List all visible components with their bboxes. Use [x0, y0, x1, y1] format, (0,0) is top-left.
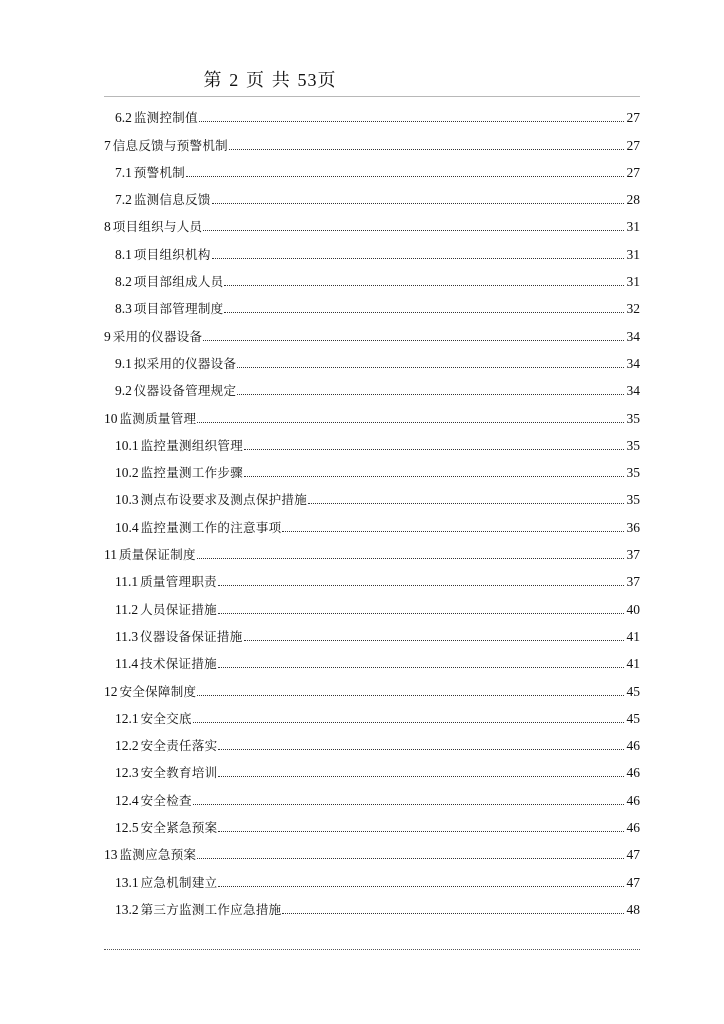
toc-entry-number: 11.1 — [115, 574, 139, 590]
toc-dot-leader — [237, 367, 624, 368]
header-total-pages: 53 — [297, 70, 318, 90]
toc-entry[interactable] — [104, 180, 640, 207]
toc-entry[interactable] — [104, 507, 640, 534]
toc-entry-number: 9 — [104, 328, 111, 344]
toc-dot-leader — [197, 858, 624, 859]
toc-entry-text: 安全责任落实 — [140, 738, 218, 754]
toc-dot-leader — [218, 886, 624, 887]
toc-entry-title — [115, 629, 243, 644]
header-prefix: 第 — [203, 70, 223, 91]
toc-entry-number: 11.2 — [115, 601, 139, 617]
toc-dot-leader — [282, 913, 624, 914]
toc-dot-leader — [197, 558, 624, 559]
toc-entry-text: 人员保证措施 — [140, 601, 217, 617]
toc-entry-page-number: 27 — [626, 137, 640, 153]
toc-entry-text: 第三方监测工作应急措施 — [140, 901, 282, 917]
toc-entry-title — [104, 547, 196, 562]
toc-entry-page-number: 35 — [626, 465, 640, 481]
toc-entry-text: 安全紧急预案 — [140, 820, 218, 836]
toc-entry-text: 仪器设备保证措施 — [140, 628, 243, 644]
toc-entry-title — [115, 356, 236, 371]
toc-entry-title — [104, 684, 196, 699]
toc-dot-leader — [244, 476, 624, 477]
toc-entry-page-number: 35 — [626, 410, 640, 426]
toc-entry[interactable] — [104, 589, 640, 616]
toc-entry[interactable] — [104, 862, 640, 889]
toc-dot-leader — [218, 585, 624, 586]
toc-entry-number: 10 — [104, 410, 118, 426]
toc-entry-page-number: 27 — [626, 164, 640, 180]
toc-dot-leader — [237, 394, 624, 395]
toc-entry-title — [115, 574, 217, 589]
toc-entry[interactable] — [104, 753, 640, 780]
toc-entry[interactable] — [104, 808, 640, 835]
toc-entry-page-number: 37 — [626, 574, 640, 590]
toc-entry-number: 10.3 — [115, 492, 139, 508]
toc-entry-page-number: 31 — [626, 219, 640, 235]
toc-entry-page-number: 36 — [626, 519, 640, 535]
toc-entry-number: 7 — [104, 137, 111, 153]
toc-entry-number: 10.2 — [115, 465, 139, 481]
toc-entry-number: 13.1 — [115, 874, 139, 890]
toc-dot-leader — [197, 422, 624, 423]
toc-entry-page-number: 34 — [626, 328, 640, 344]
toc-entry[interactable] — [104, 153, 640, 180]
toc-dot-leader — [199, 121, 624, 122]
toc-entry-page-number: 46 — [626, 820, 640, 836]
toc-entry[interactable] — [104, 644, 640, 671]
header-divider — [104, 96, 640, 97]
toc-dot-leader — [218, 613, 624, 614]
toc-entry-number: 11 — [104, 547, 117, 563]
toc-entry-number: 8 — [104, 219, 111, 235]
toc-entry-title — [115, 738, 217, 753]
toc-dot-leader — [244, 640, 624, 641]
toc-entry-number: 11.4 — [115, 656, 139, 672]
toc-entry-text: 项目组织机构 — [133, 246, 211, 262]
toc-entry-title — [115, 711, 192, 726]
toc-dot-leader — [193, 722, 624, 723]
toc-entry[interactable] — [104, 207, 640, 234]
toc-entry-text: 监测应急预案 — [119, 847, 197, 863]
toc-entry-number: 9.1 — [115, 355, 132, 371]
toc-dot-leader — [224, 312, 624, 313]
toc-entry-text: 安全检查 — [140, 792, 192, 808]
toc-entry-number: 7.2 — [115, 192, 132, 208]
toc-entry-page-number: 46 — [626, 765, 640, 781]
header-current-page: 2 — [229, 70, 240, 90]
toc-entry[interactable] — [104, 289, 640, 316]
toc-entry-number: 11.3 — [115, 628, 139, 644]
toc-entry-text: 拟采用的仪器设备 — [133, 355, 237, 371]
toc-entry-text: 采用的仪器设备 — [112, 328, 203, 344]
toc-entry-page-number: 35 — [626, 437, 640, 453]
toc-entry-number: 10.1 — [115, 437, 139, 453]
toc-entry-page-number: 45 — [626, 683, 640, 699]
toc-entry-title — [115, 438, 243, 453]
toc-entry-number: 12 — [104, 683, 118, 699]
toc-entry-text: 监控量测工作的注意事项 — [140, 519, 282, 535]
toc-entry-page-number: 46 — [626, 738, 640, 754]
toc-entry[interactable] — [104, 234, 640, 261]
toc-entry-text: 项目部管理制度 — [133, 301, 224, 317]
toc-entry[interactable] — [104, 316, 640, 343]
toc-entry-text: 监控量测工作步骤 — [140, 465, 244, 481]
toc-entry-title — [115, 902, 281, 917]
toc-dot-leader — [282, 531, 624, 532]
toc-entry-title — [104, 847, 196, 862]
toc-entry[interactable] — [104, 344, 640, 371]
toc-entry-text: 预警机制 — [133, 164, 186, 180]
toc-dot-leader — [212, 203, 624, 204]
header-middle: 页 共 — [246, 70, 291, 91]
toc-entry-text: 监控量测组织管理 — [140, 437, 244, 453]
toc-entry-title — [104, 138, 228, 153]
toc-entry-text: 信息反馈与预警机制 — [112, 137, 228, 153]
toc-entry-text: 仪器设备管理规定 — [133, 383, 237, 399]
toc-entry-page-number: 37 — [626, 547, 640, 563]
toc-entry-number: 12.5 — [115, 820, 139, 836]
toc-entry-title — [115, 383, 236, 398]
toc-entry-page-number: 34 — [626, 383, 640, 399]
toc-entry-page-number: 45 — [626, 710, 640, 726]
toc-entry[interactable] — [104, 398, 640, 425]
toc-entry-text: 监测质量管理 — [119, 410, 197, 426]
toc-dot-leader — [186, 176, 624, 177]
toc-entry-number: 10.4 — [115, 519, 139, 535]
toc-entry-number: 12.2 — [115, 738, 139, 754]
toc-entry-number: 9.2 — [115, 383, 132, 399]
toc-entry-page-number: 34 — [626, 355, 640, 371]
toc-entry[interactable] — [104, 671, 640, 698]
toc-dot-leader — [203, 340, 624, 341]
toc-entry-text: 质量管理职责 — [140, 574, 217, 590]
toc-entry-number: 6.2 — [115, 110, 132, 126]
footer-divider — [104, 949, 640, 950]
toc-entry-page-number: 46 — [626, 792, 640, 808]
toc-entry-title — [115, 192, 211, 207]
toc-entry-page-number: 41 — [626, 656, 640, 672]
toc-entry-title — [115, 165, 185, 180]
toc-dot-leader — [218, 831, 624, 832]
toc-entry-number: 13 — [104, 847, 118, 863]
toc-entry[interactable] — [104, 480, 640, 507]
toc-entry-number: 12.1 — [115, 710, 139, 726]
page-header — [0, 66, 540, 92]
toc-entry[interactable] — [104, 890, 640, 917]
toc-entry-text: 质量保证制度 — [119, 547, 196, 563]
toc-entry[interactable] — [104, 617, 640, 644]
toc-entry-title — [115, 492, 307, 507]
toc-entry[interactable] — [104, 371, 640, 398]
toc-entry-title — [104, 329, 202, 344]
toc-entry-page-number: 28 — [626, 192, 640, 208]
toc-entry-title — [115, 110, 198, 125]
toc-entry-title — [104, 219, 202, 234]
toc-entry-title — [115, 656, 217, 671]
toc-entry-text: 安全交底 — [140, 710, 192, 726]
toc-entry-page-number: 32 — [626, 301, 640, 317]
toc-dot-leader — [218, 776, 624, 777]
toc-entry[interactable] — [104, 98, 640, 125]
toc-entry-page-number: 41 — [626, 628, 640, 644]
toc-entry-page-number: 31 — [626, 246, 640, 262]
toc-entry-text: 项目部组成人员 — [133, 274, 224, 290]
header-suffix: 页 — [317, 70, 337, 91]
toc-entry-number: 8.1 — [115, 246, 132, 262]
toc-entry[interactable] — [104, 426, 640, 453]
toc-dot-leader — [229, 149, 624, 150]
toc-entry-text: 技术保证措施 — [140, 656, 217, 672]
toc-entry-title — [115, 765, 217, 780]
toc-entry-title — [115, 793, 192, 808]
toc-entry-title — [115, 247, 211, 262]
table-of-contents — [104, 98, 640, 917]
toc-entry-title — [115, 465, 243, 480]
toc-entry[interactable] — [104, 125, 640, 152]
toc-entry-number: 8.3 — [115, 301, 132, 317]
toc-entry-page-number: 47 — [626, 874, 640, 890]
toc-entry-text: 监测信息反馈 — [133, 192, 211, 208]
toc-entry-number: 7.1 — [115, 164, 132, 180]
toc-entry-page-number: 48 — [626, 901, 640, 917]
toc-entry-page-number: 27 — [626, 110, 640, 126]
toc-entry[interactable] — [104, 726, 640, 753]
toc-entry[interactable] — [104, 835, 640, 862]
toc-entry-page-number: 31 — [626, 274, 640, 290]
toc-entry-page-number: 40 — [626, 601, 640, 617]
toc-entry[interactable] — [104, 780, 640, 807]
toc-dot-leader — [197, 695, 624, 696]
toc-entry-title — [115, 301, 223, 316]
toc-entry-title — [115, 274, 223, 289]
toc-dot-leader — [203, 230, 624, 231]
toc-entry[interactable] — [104, 699, 640, 726]
toc-entry-page-number: 35 — [626, 492, 640, 508]
toc-entry-title — [115, 602, 217, 617]
toc-dot-leader — [218, 749, 624, 750]
toc-entry-text: 安全保障制度 — [119, 683, 197, 699]
toc-entry-number: 12.3 — [115, 765, 139, 781]
toc-entry-title — [104, 411, 196, 426]
toc-dot-leader — [193, 804, 624, 805]
toc-entry-number: 8.2 — [115, 274, 132, 290]
toc-dot-leader — [218, 667, 624, 668]
toc-entry-title — [115, 520, 281, 535]
toc-dot-leader — [212, 258, 624, 259]
toc-entry-text: 监测控制值 — [133, 110, 198, 126]
toc-entry-number: 12.4 — [115, 792, 139, 808]
toc-entry-page-number: 47 — [626, 847, 640, 863]
toc-dot-leader — [308, 503, 624, 504]
toc-entry-number: 13.2 — [115, 901, 139, 917]
toc-entry-title — [115, 875, 217, 890]
toc-entry-text: 项目组织与人员 — [112, 219, 203, 235]
toc-entry[interactable] — [104, 453, 640, 480]
toc-entry[interactable] — [104, 262, 640, 289]
toc-entry[interactable] — [104, 562, 640, 589]
toc-entry-title — [115, 820, 217, 835]
toc-entry-text: 安全教育培训 — [140, 765, 218, 781]
toc-entry-text: 测点布设要求及测点保护措施 — [140, 492, 308, 508]
toc-entry-text: 应急机制建立 — [140, 874, 218, 890]
toc-dot-leader — [224, 285, 624, 286]
toc-entry[interactable] — [104, 535, 640, 562]
toc-dot-leader — [244, 449, 624, 450]
